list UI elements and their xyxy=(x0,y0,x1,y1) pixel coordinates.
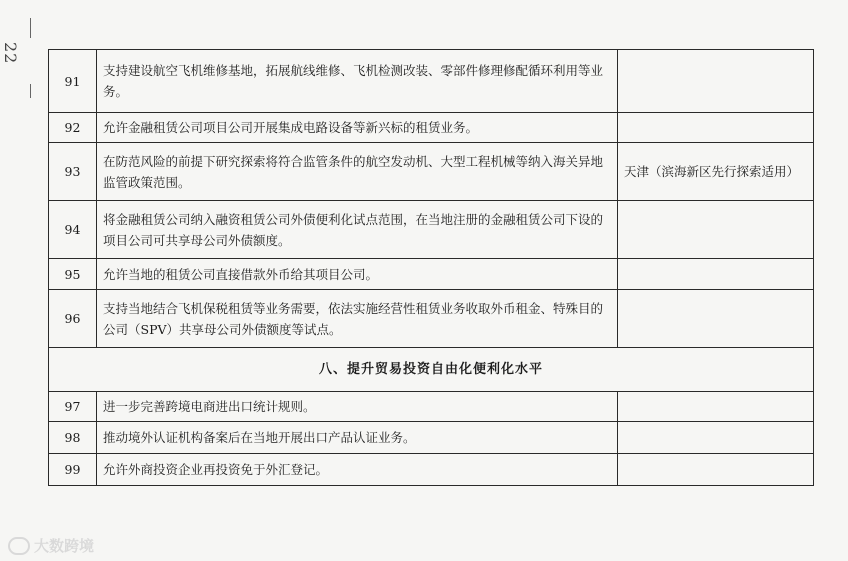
table-row xyxy=(49,50,814,113)
row-text: 推动境外认证机构备案后在当地开展出口产品认证业务。 xyxy=(97,422,618,454)
region-cell xyxy=(618,454,814,486)
table-row xyxy=(49,201,814,259)
region-cell xyxy=(618,113,814,143)
section-heading: 八、提升贸易投资自由化便利化水平 xyxy=(49,348,814,392)
row-text: 允许金融租赁公司项目公司开展集成电路设备等新兴标的租赁业务。 xyxy=(97,113,618,143)
region-cell xyxy=(618,259,814,290)
table-row xyxy=(49,113,814,143)
table-row xyxy=(49,259,814,290)
watermark-logo-icon xyxy=(8,537,30,555)
watermark-text: 大数跨境 xyxy=(34,537,95,555)
row-number: 93 xyxy=(49,143,97,201)
row-number: 99 xyxy=(49,454,97,486)
row-number: 91 xyxy=(49,50,97,113)
region-cell xyxy=(618,201,814,259)
region-cell xyxy=(618,290,814,348)
page-number-rule-top xyxy=(30,18,31,38)
row-text: 进一步完善跨境电商进出口统计规则。 xyxy=(97,392,618,422)
table-row xyxy=(49,392,814,422)
row-text: 允许外商投资企业再投资免于外汇登记。 xyxy=(97,454,618,486)
section-heading-row xyxy=(49,348,814,392)
row-number: 94 xyxy=(49,201,97,259)
region-note: 天津（滨海新区先行探索适用） xyxy=(618,143,814,201)
region-cell xyxy=(618,50,814,113)
watermark xyxy=(8,535,94,556)
row-number: 95 xyxy=(49,259,97,290)
row-number: 96 xyxy=(49,290,97,348)
row-text: 允许当地的租赁公司直接借款外币给其项目公司。 xyxy=(97,259,618,290)
region-cell xyxy=(618,392,814,422)
row-number: 92 xyxy=(49,113,97,143)
row-text: 支持建设航空飞机维修基地，拓展航线维修、飞机检测改装、零部件修理修配循环利用等业务。 xyxy=(97,50,618,113)
table-row xyxy=(49,454,814,486)
table-row xyxy=(49,143,814,201)
page-number-rule-bottom xyxy=(30,84,31,98)
table-row xyxy=(49,290,814,348)
row-text: 支持当地结合飞机保税租赁等业务需要，依法实施经营性租赁业务收取外币租金、特殊目的公司（SPV）共享母公司外债额度等试点。 xyxy=(97,290,618,348)
page-number: 22 xyxy=(1,42,20,65)
measures-table xyxy=(48,49,814,486)
row-text: 在防范风险的前提下研究探索将符合监管条件的航空发动机、大型工程机械等纳入海关异地监管政策范围。 xyxy=(97,143,618,201)
row-number: 97 xyxy=(49,392,97,422)
row-number: 98 xyxy=(49,422,97,454)
row-text: 将金融租赁公司纳入融资租赁公司外债便利化试点范围，在当地注册的金融租赁公司下设的项目公司可共享母公司外债额度。 xyxy=(97,201,618,259)
region-cell xyxy=(618,422,814,454)
table-row xyxy=(49,422,814,454)
